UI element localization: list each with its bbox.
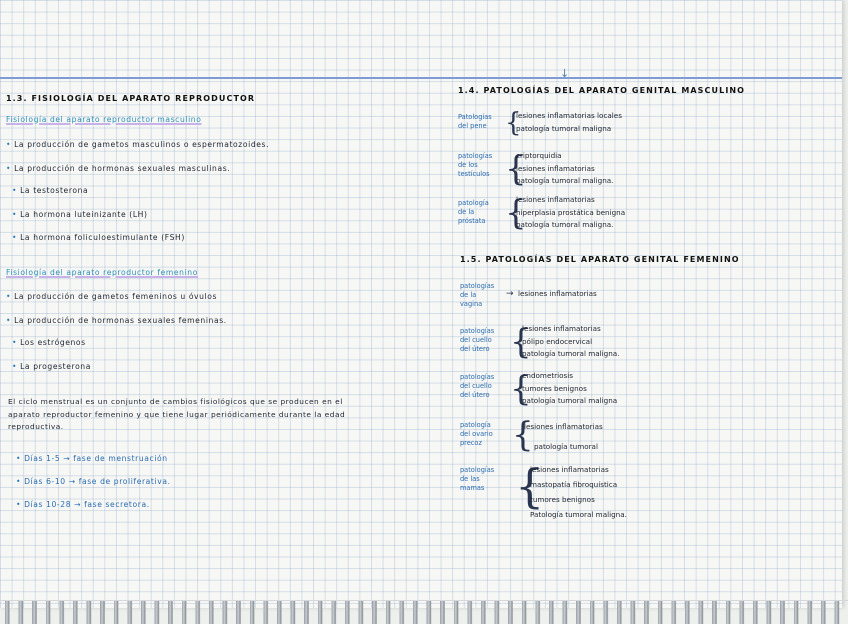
subheading-male: Fisiología del aparato reproductor masculino <box>6 115 202 124</box>
brace: { <box>510 369 532 409</box>
group-label: patologías de la vagina <box>460 282 495 308</box>
brace: { <box>505 193 527 233</box>
cycle-paragraph: El ciclo menstrual es un conjunto de cambios fisiológicos que se producen en el aparato reproductor femenino y que tiene lugar periódicamente durante la edad reproductiva. <box>8 397 346 431</box>
subheading-female: Fisiología del aparato reproductor femenino <box>6 268 198 277</box>
group-items: lesiones inflamatorias <box>518 289 597 298</box>
brace: { <box>515 459 545 513</box>
group-items: endometriosis tumores benignos patología tumoral maligna <box>522 371 618 405</box>
list-item: • Días 6-10 → fase de proliferativa. <box>16 477 171 486</box>
group-items: lesiones inflamatorias hiperplasia prostática benigna patología tumoral maligna. <box>516 195 626 229</box>
group-label: patología de la próstata <box>458 199 489 225</box>
list-item: • Los estrógenos <box>12 338 86 347</box>
heading-patologias-femenino: 1.5. PATOLOGÍAS DEL APARATO GENITAL FEMENINO <box>460 255 740 264</box>
list-item: • La producción de gametos femeninos u óvulos <box>6 292 218 301</box>
brace: { <box>510 322 532 362</box>
list-item: • Días 1-5 → fase de menstruación <box>16 454 168 463</box>
brace: { <box>505 149 527 189</box>
list-item: • La producción de hormonas sexuales femeninas. <box>6 316 227 325</box>
list-item: • La producción de hormonas sexuales masculinas. <box>6 164 231 173</box>
header-margin-line <box>0 77 842 79</box>
heading-patologias-masculino: 1.4. PATOLOGÍAS DEL APARATO GENITAL MASCULINO <box>458 86 746 95</box>
heading-fisiologia: 1.3. FISIOLOGÍA DEL APARATO REPRODUCTOR <box>6 94 256 103</box>
group-label: patologías de las mamas <box>460 466 495 492</box>
brace: { <box>512 415 534 455</box>
brace: { <box>505 108 522 138</box>
list-item: • Días 10-28 → fase secretora. <box>16 500 150 509</box>
group-items: lesiones inflamatorias locales patología tumoral maligna <box>516 111 622 133</box>
group-label: Patologías del pene <box>458 113 492 130</box>
down-arrow-mark: ↓ <box>560 67 570 80</box>
group-label: patologías del cuello del útero <box>460 373 495 399</box>
group-items: lesiones inflamatorias pólipo endocervical patología tumoral maligna. <box>522 324 620 358</box>
group-items: criptorquidia lesiones inflamatorias patología tumoral maligna. <box>516 151 614 185</box>
group-label: patología del ovario precoz <box>460 421 493 447</box>
group-label: patologías de los testículos <box>458 152 493 178</box>
spiral-binding <box>0 600 848 624</box>
list-item: • La progesterona <box>12 362 91 371</box>
list-item: • La hormona foliculoestimulante (FSH) <box>12 233 185 242</box>
group-label: patologías del cuello del útero <box>460 327 495 353</box>
group-items: lesiones inflamatorias patología tumoral <box>524 422 603 451</box>
arrow-icon: → <box>506 289 514 299</box>
list-item: • La producción de gametos masculinos o espermatozoides. <box>6 140 270 149</box>
group-items: lesiones inflamatorias mastopatía fibroquística tumores benignos Patología tumoral maligna. <box>530 465 627 519</box>
list-item: • La hormona luteinizante (LH) <box>12 210 148 219</box>
list-item: • La testosterona <box>12 186 89 195</box>
